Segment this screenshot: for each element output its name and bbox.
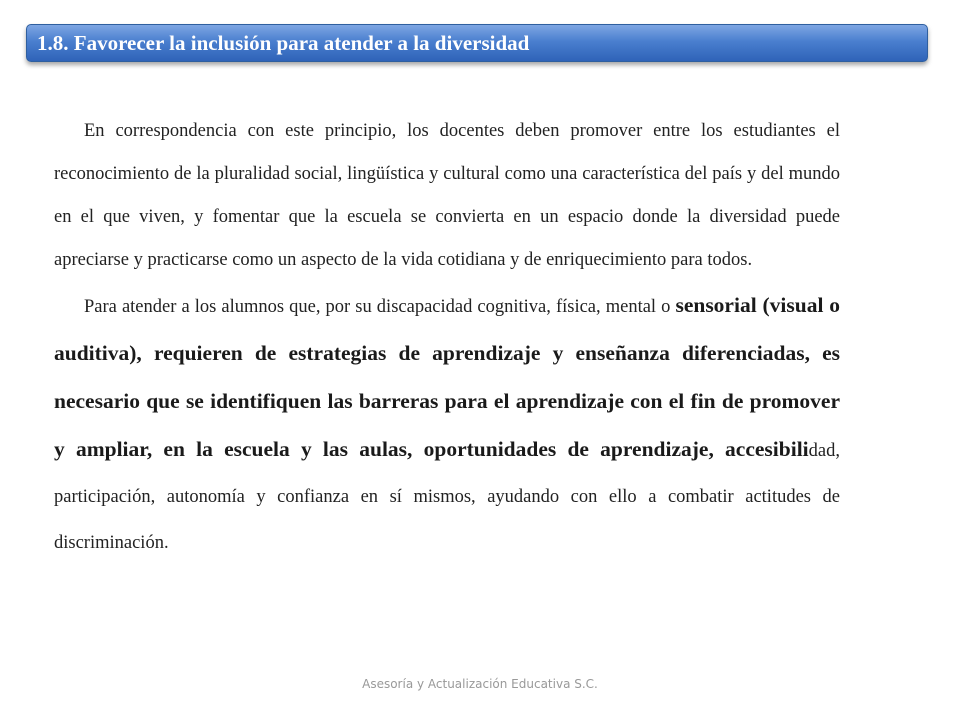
section-title-bar bbox=[26, 24, 928, 62]
paragraph-2-end: dad, participación, autonomía y confianza en sí mismos, ayudando con ello a combatir actitudes de discriminación. bbox=[54, 441, 840, 553]
paragraph-1-text: En correspondencia con este principio, los docentes deben promover entre los estudiantes el reconocimiento de la pluralidad social, lingüística y cultural como una característica del país y del mundo en el que viven, y fomentar que la escuela se convierta en un espacio donde la diversidad puede apreciarse y practicarse como un aspecto de la vida cotidiana y de enriquecimiento para todos. bbox=[54, 121, 840, 270]
section-title: 1.8. Favorecer la inclusión para atender a la diversidad bbox=[37, 31, 530, 55]
paragraph-2-start: Para atender a los alumnos que, por su discapacidad cognitiva, física, mental o bbox=[84, 297, 671, 317]
paragraph-2-bold: sensorial (visual o auditiva), requieren de estrategias de aprendizaje y enseñanza diferenciadas, es necesario que se identifiquen las barreras para el aprendizaje con el fin de promover y ampliar, en la escuela y las aulas, oportunidades de aprendizaje, accesibili bbox=[54, 293, 840, 461]
document-body bbox=[54, 110, 840, 585]
paragraph-2 bbox=[54, 282, 840, 566]
footer-text: Asesoría y Actualización Educativa S.C. bbox=[362, 677, 598, 691]
paragraph-1 bbox=[54, 110, 840, 282]
